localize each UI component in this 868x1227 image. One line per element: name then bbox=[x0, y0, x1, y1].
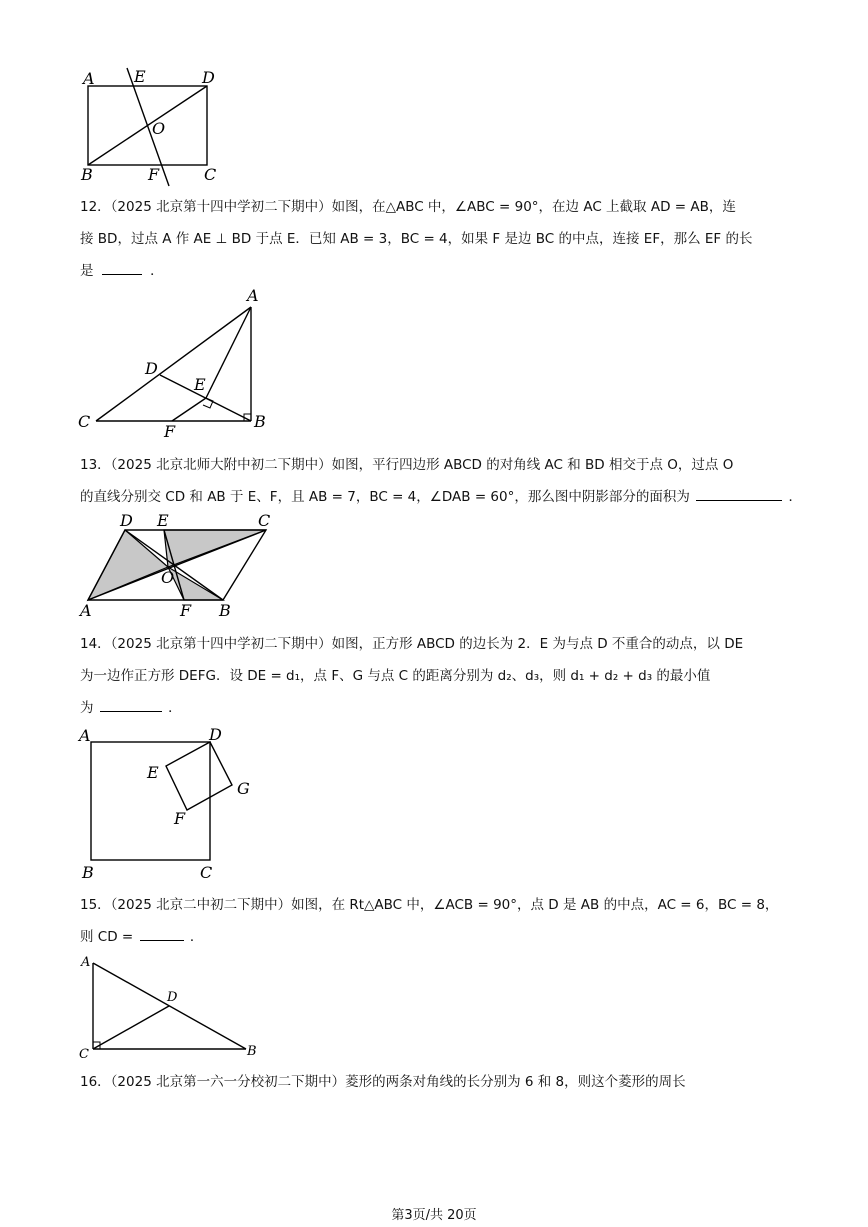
figure-15-right-triangle bbox=[76, 953, 266, 1061]
label-a: A bbox=[80, 601, 92, 620]
page-footer: 第3页/共 20页 bbox=[391, 1208, 477, 1223]
q16-line-1: 16．（2025 北京第一六一分校初二下期中）菱形的两条对角线的长分别为 6 和 8，则这个菱形的周长 bbox=[80, 1074, 686, 1090]
q13-line-2-prefix: 的直线分别交 CD 和 AB 于 E、F，且 AB = 7，BC = 4，∠DAB = 60°，那么图中阴影部分的面积为 bbox=[80, 489, 690, 505]
q15-line-2-suffix: ． bbox=[189, 929, 204, 945]
q12-line-1: 12．（2025 北京第十四中学初二下期中）如图，在△ABC 中，∠ABC = 90°，在边 AC 上截取 AD = AB，连 bbox=[80, 199, 736, 215]
label-f: F bbox=[174, 809, 186, 828]
label-f: F bbox=[164, 422, 176, 441]
q15-line-2-prefix: 则 CD = bbox=[80, 929, 134, 945]
question-13 bbox=[80, 449, 802, 513]
label-a: A bbox=[83, 69, 95, 88]
label-d: D bbox=[167, 990, 178, 1005]
q15-line-2 bbox=[80, 921, 792, 953]
figure-11-rectangle bbox=[78, 64, 228, 188]
q13-line-2-suffix: ． bbox=[788, 489, 802, 505]
label-f: F bbox=[148, 165, 160, 184]
question-14 bbox=[80, 628, 792, 724]
q14-line-3-prefix: 为 bbox=[80, 700, 94, 716]
label-d: D bbox=[120, 511, 133, 530]
q12-answer-blank[interactable] bbox=[102, 260, 142, 275]
segment-ef bbox=[172, 398, 206, 421]
q12-line-3-prefix: 是 bbox=[80, 263, 94, 279]
q13-line-1: 13．（2025 北京北师大附中初二下期中）如图，平行四边形 ABCD 的对角线 AC 和 BD 相交于点 O，过点 O bbox=[80, 457, 734, 473]
q14-line-3-suffix: ． bbox=[168, 700, 182, 716]
figure-12-triangle bbox=[76, 286, 272, 442]
q13-answer-blank[interactable] bbox=[696, 486, 782, 501]
figure-13-parallelogram bbox=[76, 512, 286, 620]
question-16 bbox=[80, 1066, 792, 1098]
label-a: A bbox=[81, 955, 91, 970]
label-b: B bbox=[81, 165, 93, 184]
label-c: C bbox=[200, 863, 213, 882]
square-abcd bbox=[91, 742, 210, 860]
q12-line-3-suffix: ． bbox=[150, 263, 164, 279]
q15-line-1: 15．（2025 北京二中初二下期中）如图，在 Rt△ABC 中，∠ACB = 90°，点 D 是 AB 的中点，AC = 6，BC = 8， bbox=[80, 897, 779, 913]
label-c: C bbox=[79, 1047, 89, 1062]
label-d: D bbox=[202, 68, 215, 87]
median-cd bbox=[93, 1006, 169, 1049]
label-c: C bbox=[78, 412, 91, 431]
label-b: B bbox=[254, 412, 266, 431]
label-o: O bbox=[152, 119, 166, 138]
shaded-triangle-left bbox=[88, 530, 168, 600]
q13-line-2 bbox=[80, 481, 802, 513]
label-a: A bbox=[247, 286, 259, 305]
label-o: O bbox=[161, 568, 175, 587]
label-e: E bbox=[157, 511, 169, 530]
label-b: B bbox=[82, 863, 94, 882]
q14-answer-blank[interactable] bbox=[100, 697, 162, 712]
square-defg bbox=[166, 742, 232, 810]
q14-line-2: 为一边作正方形 DEFG．设 DE = d₁，点 F、G 与点 C 的距离分别为 d₂、d₃，则 d₁ + d₂ + d₃ 的最小值 bbox=[80, 668, 711, 684]
figure-14-squares bbox=[76, 726, 266, 884]
label-g: G bbox=[237, 779, 250, 798]
label-d: D bbox=[145, 359, 158, 378]
label-c: C bbox=[204, 165, 217, 184]
segment-ae bbox=[206, 307, 251, 398]
q14-line-1: 14．（2025 北京第十四中学初二下期中）如图，正方形 ABCD 的边长为 2．E 为与点 D 不重合的动点，以 DE bbox=[80, 636, 744, 652]
q15-answer-blank[interactable] bbox=[140, 926, 184, 941]
label-d: D bbox=[209, 725, 222, 744]
label-e: E bbox=[194, 375, 206, 394]
label-c: C bbox=[258, 511, 271, 530]
q12-line-2: 接 BD，过点 A 作 AE ⊥ BD 于点 E．已知 AB = 3，BC = 4，如果 F 是边 BC 的中点，连接 EF，那么 EF 的长 bbox=[80, 231, 753, 247]
label-e: E bbox=[134, 67, 146, 86]
label-b: B bbox=[247, 1044, 257, 1059]
question-12 bbox=[80, 191, 792, 287]
label-b: B bbox=[219, 601, 231, 620]
q12-line-3 bbox=[80, 255, 792, 287]
label-e: E bbox=[147, 763, 159, 782]
q14-line-3 bbox=[80, 692, 792, 724]
label-f: F bbox=[180, 601, 192, 620]
question-15 bbox=[80, 889, 792, 953]
label-a: A bbox=[79, 726, 91, 745]
side-ca bbox=[96, 307, 251, 421]
